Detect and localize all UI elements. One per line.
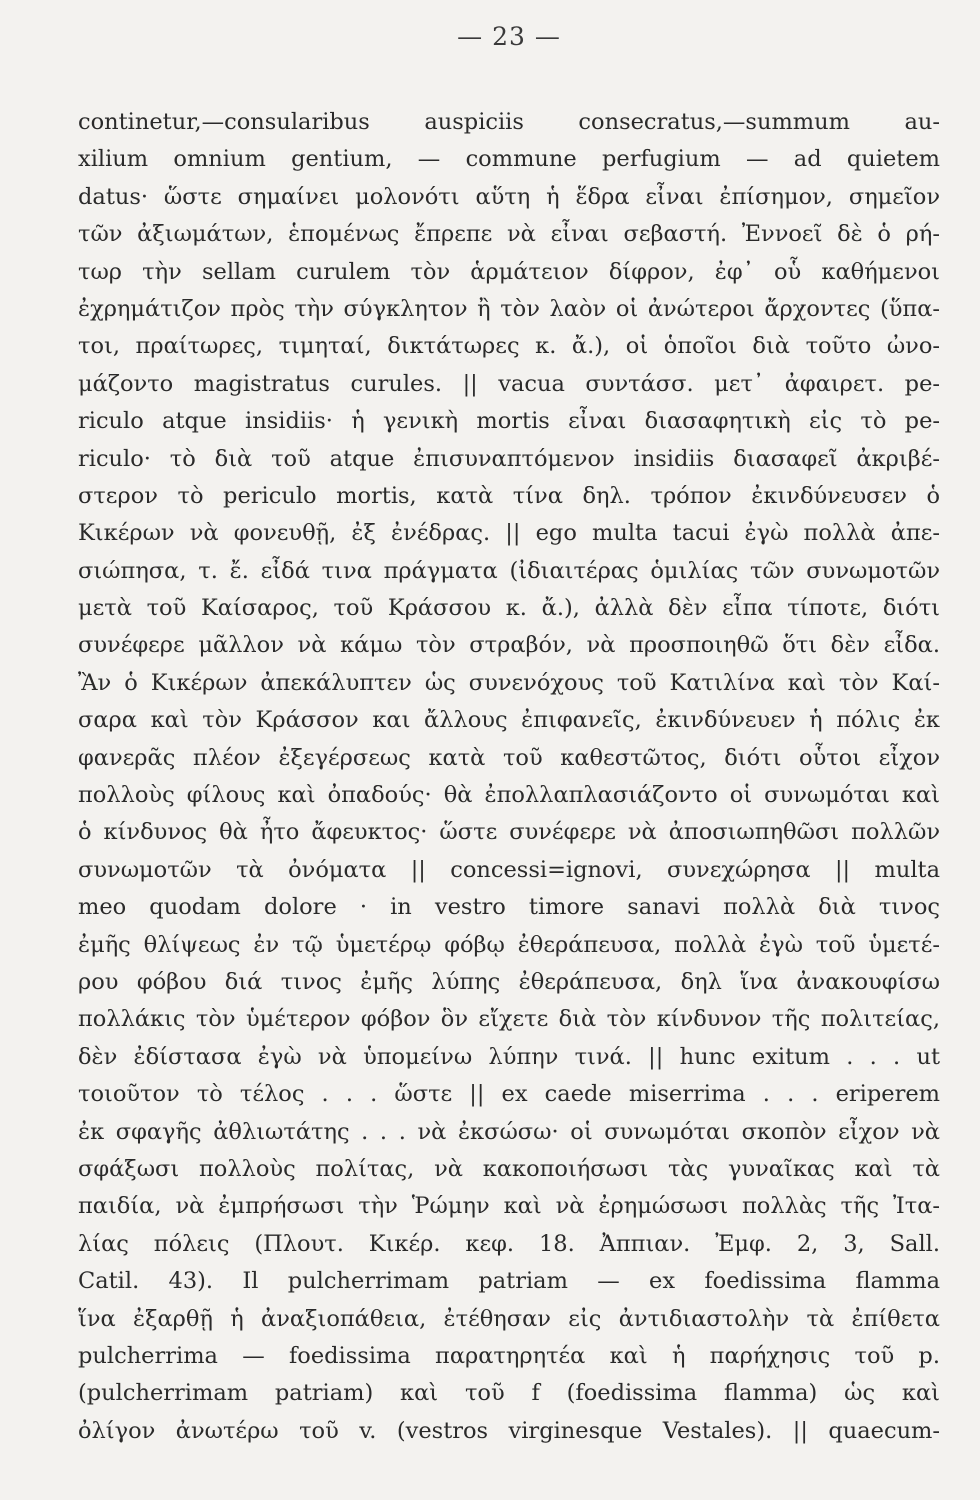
text-line: pulcherrima — foedissima παρατηρητέα καὶ ἡ παρήχησις τοῦ p. [78,1342,940,1369]
text-line: Κικέρων νὰ φονευθῇ, ἐξ ἐνέδρας. || ego multa tacui ἐγὼ πολλὰ ἀπε- [78,520,940,547]
text-line: ἵνα ἐξαρθῇ ἡ ἀναξιοπάθεια, ἐτέθησαν εἰς ἀντιδιαστολὴν τὰ ἐπίθετα [78,1305,940,1332]
page-number: — 23 — [457,22,561,51]
text-line: riculo atque insidiis· ἡ γενικὴ mortis εἶναι διασαφητικὴ εἰς τὸ pe- [78,408,940,435]
text-line: ὀλίγον ἀνωτέρω τοῦ v. (vestros virginesque Vestales). || quaecum- [78,1417,940,1444]
text-line: meo quodam dolore · in vestro timore sanavi πολλὰ διὰ τινος [78,894,940,921]
text-line: τοι, πραίτωρες, τιμηταί, δικτάτωρες κ. ἄ.), οἱ ὁποῖοι διὰ τοῦτο ὠνο- [78,333,940,360]
text-line: σφάξωσι πολλοὺς πολίτας, νὰ κακοποιήσωσι τὰς γυναῖκας καὶ τὰ [78,1155,940,1182]
text-line: Ἂν ὁ Κικέρων ἀπεκάλυπτεν ὡς συνενόχους τοῦ Κατιλίνα καὶ τὸν Καί- [78,669,940,696]
text-line: datus· ὥστε σημαίνει μολονότι αὕτη ἡ ἕδρα εἶναι ἐπίσημον, σημεῖον [78,183,940,210]
text-line: τοιοῦτον τὸ τέλος . . . ὥστε || ex caede miserrima . . . eriperem [78,1081,940,1108]
text-line: ρου φόβου διά τινος ἐμῆς λύπης ἐθεράπευσα, δηλ ἵνα ἀνακουφίσω [78,968,940,995]
text-line: πολλοὺς φίλους καὶ ὀπαδούς· θὰ ἐπολλαπλασιάζοντο οἱ συνωμόται καὶ [78,782,940,809]
text-line: ἐμῆς θλίψεως ἐν τῷ ὑμετέρῳ φόβῳ ἐθεράπευσα, πολλὰ ἐγὼ τοῦ ὑμετέ- [78,931,940,958]
text-line: στερον τὸ periculo mortis, κατὰ τίνα δηλ. τρόπον ἐκινδύνευσεν ὁ [78,482,940,509]
body-text [78,104,940,1450]
text-line: σαρα καὶ τὸν Κράσσον και ἄλλους ἐπιφανεῖς, ἐκινδύνευεν ἡ πόλις ἐκ [78,707,940,734]
text-line: continetur,—consularibus auspiciis consecratus,—summum au- [78,109,940,135]
text-line: σιώπησα, τ. ἔ. εἶδά τινα πράγματα (ἰδιαιτέρας ὁμιλίας τῶν συνωμοτῶν [78,557,940,584]
text-line: τῶν ἀξιωμάτων, ἑπομένως ἔπρεπε νὰ εἶναι σεβαστή. Ἐννοεῖ δὲ ὁ ρή- [78,221,940,248]
text-line: συνέφερε μᾶλλον νὰ κάμω τὸν στραβόν, νὰ προσποιηθῶ ὅτι δὲν εἶδα. [78,632,940,659]
text-line: riculo· τὸ διὰ τοῦ atque ἐπισυναπτόμενον insidiis διασαφεῖ ἀκριβέ- [78,445,940,472]
text-line: τωρ τὴν sellam curulem τὸν ἁρμάτειον δίφρον, ἐφ᾽ οὗ καθήμενοι [78,258,940,285]
text-line: συνωμοτῶν τὰ ὀνόματα || concessi=ignovi, συνεχώρησα || multa [78,856,940,883]
text-line: μετὰ τοῦ Καίσαρος, τοῦ Κράσσου κ. ἄ.), ἀλλὰ δὲν εἶπα τίποτε, διότι [78,595,940,622]
text-line: παιδία, νὰ ἐμπρήσωσι τὴν Ῥώμην καὶ νὰ ἐρημώσωσι πολλὰς τῆς Ἰτα- [78,1193,940,1220]
text-line: xilium omnium gentium, — commune perfugium — ad quietem [78,146,940,173]
text-line: φανερᾶς πλέον ἐξεγέρσεως κατὰ τοῦ καθεστῶτος, διότι οὗτοι εἶχον [78,744,940,771]
text-line: μάζοντο magistratus curules. || vacua συντάσσ. μετ᾽ ἀφαιρετ. pe- [78,370,940,397]
text-line: λίας πόλεις (Πλουτ. Κικέρ. κεφ. 18. Ἀππιαν. Ἐμφ. 2, 3, Sall. [78,1230,940,1257]
text-line: πολλάκις τὸν ὑμέτερον φόβον ὃν εἴχετε διὰ τὸν κίνδυνον τῆς πολιτείας, [78,1006,940,1033]
text-line: ἐκ σφαγῆς ἀθλιωτάτης . . . νὰ ἐκσώσω· οἱ συνωμόται σκοπὸν εἶχον νὰ [78,1118,940,1145]
text-line: ὁ κίνδυνος θὰ ἦτο ἄφευκτος· ὥστε συνέφερε νὰ ἀποσιωπηθῶσι πολλῶν [78,819,940,846]
text-line: Catil. 43). Il pulcherrimam patriam — ex foedissima flamma [78,1268,940,1295]
text-line: ἐχρημάτιζον πρὸς τὴν σύγκλητον ἢ τὸν λαὸν οἱ ἀνώτεροι ἄρχοντες (ὕπα- [78,295,940,322]
text-line: δὲν ἐδίστασα ἐγὼ νὰ ὑπομείνω λύπην τινά. || hunc exitum . . . ut [78,1043,940,1070]
text-line: (pulcherrimam patriam) καὶ τοῦ f (foedissima flamma) ὡς καὶ [78,1380,940,1407]
